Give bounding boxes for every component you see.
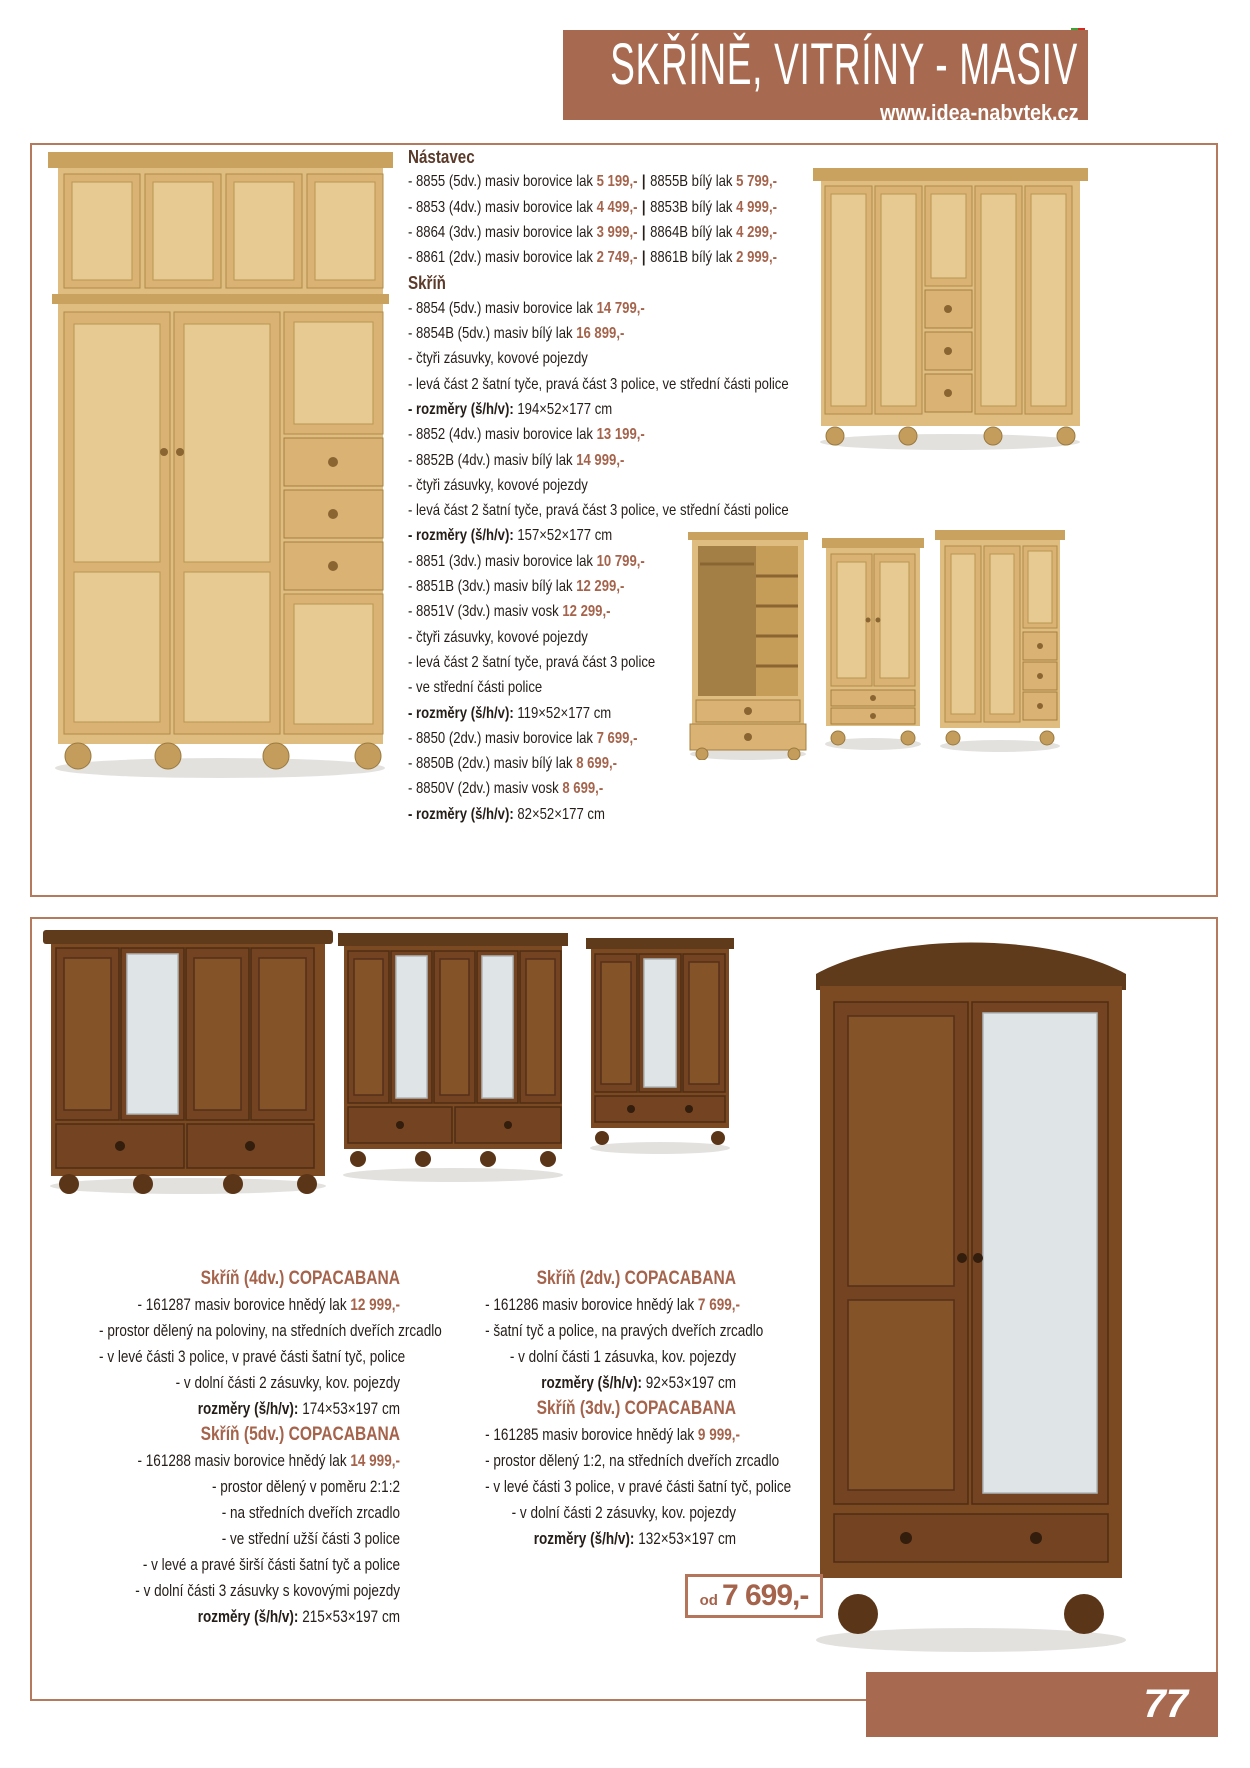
- product-line: - prostor dělený v poměru 2:1:2: [211, 1478, 400, 1496]
- product-line: - 8853 (4dv.) masiv borovice lak 4 499,- | 8853B bílý lak 4 999,-: [408, 198, 777, 216]
- image-copacabana-wardrobe-4door: [43, 928, 333, 1201]
- product-line: - šatní tyč a police, na pravých dveřích zrcadlo: [485, 1322, 764, 1340]
- product-line: - 161288 masiv borovice hnědý lak 14 999,-: [137, 1452, 400, 1470]
- image-copacabana-wardrobe-5door: [338, 933, 568, 1190]
- product-line: - 8852B (4dv.) masiv bílý lak 14 999,-: [408, 451, 625, 469]
- product-line: - 8851 (3dv.) masiv borovice lak 10 799,-: [408, 552, 645, 570]
- page-footer-bar: [866, 1672, 1218, 1737]
- image-copacabana-wardrobe-3door: [586, 938, 734, 1161]
- product-line: - 8854 (5dv.) masiv borovice lak 14 799,-: [408, 299, 645, 317]
- image-pine-wardrobe-with-extension: [48, 152, 393, 787]
- product-line: - 8855 (5dv.) masiv borovice lak 5 199,- | 8855B bílý lak 5 799,-: [408, 173, 777, 191]
- product-line: - v dolní části 1 zásuvka, kov. pojezdy: [509, 1348, 736, 1366]
- product-line: - levá část 2 šatní tyče, pravá část 3 police, ve střední části police: [408, 375, 789, 393]
- image-copacabana-wardrobe-2door-large: [806, 918, 1136, 1667]
- product-title: Skříň (4dv.) COPACABANA: [200, 1268, 400, 1289]
- copacabana-left-text: [33, 1266, 442, 1630]
- product-line: rozměry (š/h/v): 174×53×197 cm: [197, 1400, 400, 1418]
- product-line: - čtyři zásuvky, kovové pojezdy: [408, 350, 588, 368]
- product-line: - 8864 (3dv.) masiv borovice lak 3 999,- | 8864B bílý lak 4 299,-: [408, 223, 777, 241]
- product-line: - rozměry (š/h/v): 157×52×177 cm: [408, 527, 613, 545]
- price-badge-prefix: od: [699, 1592, 718, 1609]
- image-pine-wardrobe-open-interior: [688, 532, 808, 765]
- product-line: - prostor dělený na poloviny, na středních dveřích zrcadlo: [99, 1322, 442, 1340]
- section-heading: Nástavec: [408, 146, 475, 167]
- product-line: - v levé části 3 police, v pravé části šatní tyč, police: [99, 1348, 406, 1366]
- product-line: - ve střední užší části 3 police: [221, 1530, 400, 1548]
- product-line: - levá část 2 šatní tyče, pravá část 3 police, ve střední části police: [408, 502, 789, 520]
- product-line: - 8854B (5dv.) masiv bílý lak 16 899,-: [408, 325, 625, 343]
- copacabana-middle-text: [430, 1266, 792, 1552]
- product-line: - v dolní části 2 zásuvky, kov. pojezdy: [511, 1504, 736, 1522]
- page-number: 77: [1143, 1682, 1188, 1726]
- price-badge-value: 7 699,-: [721, 1579, 809, 1612]
- product-line: - 8850B (2dv.) masiv bílý lak 8 699,-: [408, 755, 618, 773]
- product-line: - v levé části 3 police, v pravé části šatní tyč, police: [485, 1478, 792, 1496]
- product-line: - 161287 masiv borovice hnědý lak 12 999,-: [137, 1296, 400, 1314]
- product-title: Skříň (3dv.) COPACABANA: [536, 1398, 736, 1419]
- product-line: - v levé a pravé širší části šatní tyč a police: [142, 1556, 400, 1574]
- product-line: - 161286 masiv borovice hnědý lak 7 699,-: [485, 1296, 741, 1314]
- product-line: - rozměry (š/h/v): 194×52×177 cm: [408, 400, 613, 418]
- product-line: - 161285 masiv borovice hnědý lak 9 999,-: [485, 1426, 741, 1444]
- price-badge: [685, 1574, 823, 1618]
- image-pine-wardrobe-2door: [822, 538, 924, 755]
- page-title: SKŘÍNĚ, VITRÍNY - MASIV: [610, 32, 1078, 97]
- product-line: - čtyři zásuvky, kovové pojezdy: [408, 476, 588, 494]
- product-line: - rozměry (š/h/v): 119×52×177 cm: [408, 704, 612, 722]
- product-line: - 8850 (2dv.) masiv borovice lak 7 699,-: [408, 729, 638, 747]
- section-heading: Skříň: [408, 272, 446, 294]
- product-line: - ve střední části police: [408, 679, 543, 697]
- product-line: - 8851B (3dv.) masiv bílý lak 12 299,-: [408, 578, 625, 596]
- product-title: Skříň (5dv.) COPACABANA: [200, 1424, 400, 1445]
- product-line: rozměry (š/h/v): 132×53×197 cm: [533, 1530, 736, 1548]
- product-line: rozměry (š/h/v): 92×53×197 cm: [541, 1374, 736, 1392]
- product-line: - 8852 (4dv.) masiv borovice lak 13 199,-: [408, 426, 645, 444]
- product-line: - levá část 2 šatní tyče, pravá část 3 police: [408, 653, 656, 671]
- website-url[interactable]: www.idea-nabytek.cz: [879, 100, 1078, 125]
- product-line: - 8850V (2dv.) masiv vosk 8 699,-: [408, 780, 604, 798]
- product-line: - prostor dělený 1:2, na středních dveřích zrcadlo: [485, 1452, 780, 1470]
- image-pine-wardrobe-3door: [935, 530, 1065, 757]
- product-line: - v dolní části 2 zásuvky, kov. pojezdy: [175, 1374, 400, 1392]
- product-line: - rozměry (š/h/v): 82×52×177 cm: [408, 805, 605, 823]
- product-line: - 8861 (2dv.) masiv borovice lak 2 749,- | 8861B bílý lak 2 999,-: [408, 249, 777, 267]
- product-line: - na středních dveřích zrcadlo: [221, 1504, 400, 1522]
- header-banner: [563, 30, 1088, 125]
- product-line: - v dolní části 3 zásuvky s kovovými pojezdy: [135, 1582, 400, 1600]
- image-pine-wardrobe-5door: [813, 168, 1088, 458]
- product-line: - 8851V (3dv.) masiv vosk 12 299,-: [408, 603, 611, 621]
- product-line: - čtyři zásuvky, kovové pojezdy: [408, 628, 588, 646]
- product-title: Skříň (2dv.) COPACABANA: [536, 1268, 736, 1289]
- product-line: rozměry (š/h/v): 215×53×197 cm: [197, 1608, 400, 1626]
